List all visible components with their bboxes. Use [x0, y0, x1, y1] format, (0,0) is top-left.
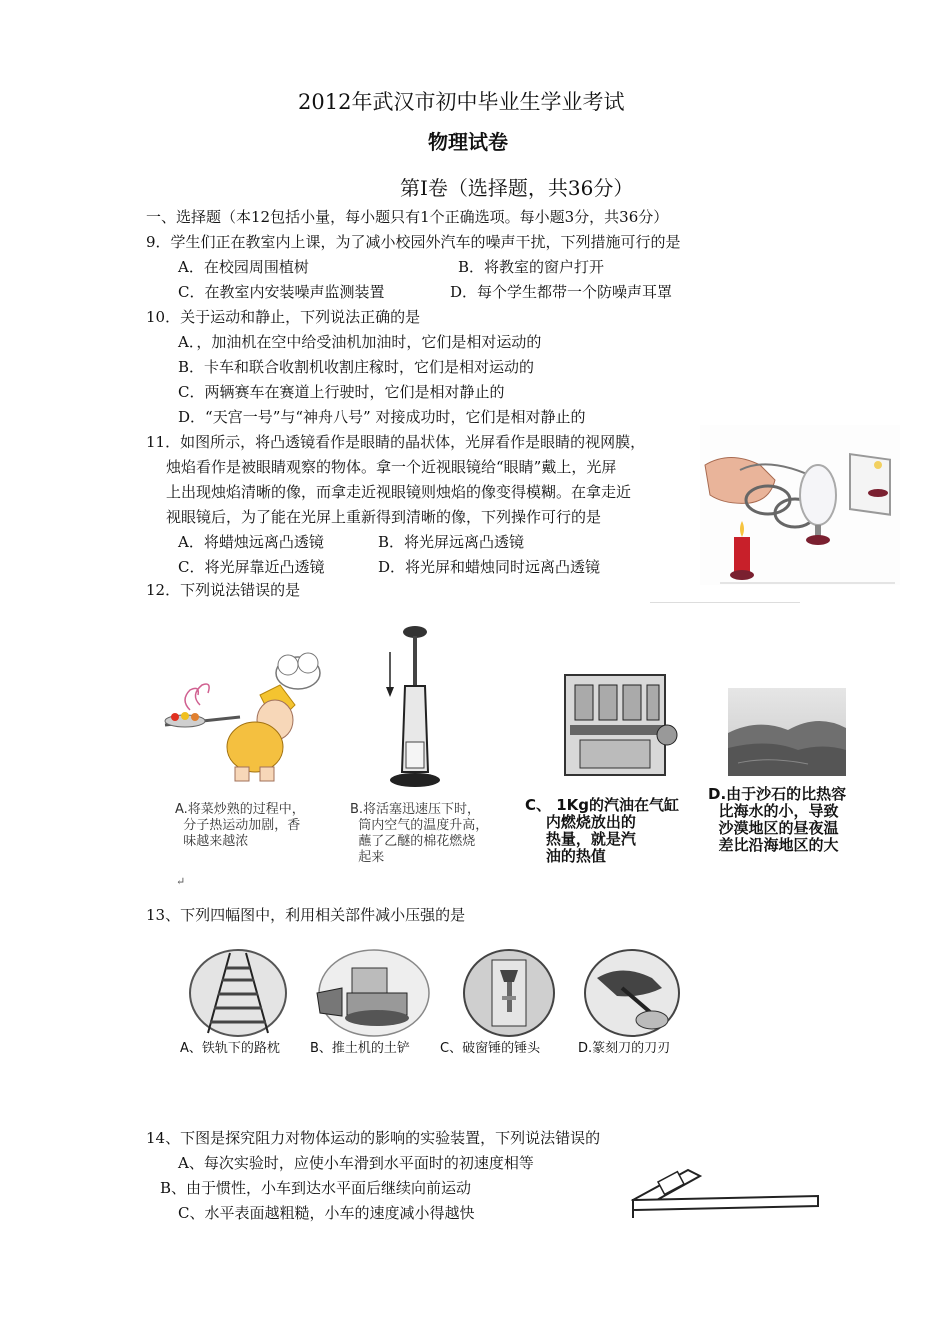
q11-option-b: B．将光屏远离凸透镜 [378, 533, 525, 551]
q11-option-a: A．将蜡烛远离凸透镜 [178, 533, 324, 551]
exam-title: 2012年武汉市初中毕业生学业考试 [298, 90, 625, 114]
q11-line3: 上出现烛焰清晰的像，而拿走近视眼镜则烛焰的像变得模糊。在拿走近 [166, 483, 632, 501]
q11-lens-experiment-figure [700, 425, 900, 585]
q12-return-mark: ↵ [176, 875, 186, 888]
q12-figure-divider [650, 602, 800, 603]
q11-option-d: D．将光屏和蜡烛同时远离凸透镜 [378, 558, 601, 576]
paper-subtitle: 物理试卷 [428, 130, 508, 154]
q14-stem: 14、下图是探究阻力对物体运动的影响的实验装置，下列说法错误的 [146, 1129, 601, 1147]
q13-bulldozer-image [312, 948, 432, 1038]
q12-caption-b: B.将活塞迅速压下时， 筒内空气的温度升高， 蘸了乙醚的棉花燃烧 起来 [350, 802, 489, 865]
q13-window-hammer-image [462, 948, 557, 1038]
q14-option-b: B、由于惯性，小车到达水平面后继续向前运动 [160, 1179, 472, 1197]
q10-option-c: C．两辆赛车在赛道上行驶时，它们是相对静止的 [178, 383, 505, 401]
q11-line1: 11．如图所示，将凸透镜看作是眼睛的晶状体，光屏看作是眼睛的视网膜， [146, 433, 646, 451]
q10-stem: 10．关于运动和静止，下列说法正确的是 [146, 308, 421, 326]
q14-ramp-cart-image [628, 1162, 823, 1224]
q10-option-a: A．，加油机在空中给受油机加油时，它们是相对运动的 [178, 333, 542, 351]
q9-option-a: A．在校园周围植树 [178, 258, 309, 276]
q10-option-d: D．“天宫一号”与“神舟八号” 对接成功时，它们是相对静止的 [178, 408, 586, 426]
q12-engine-image [555, 665, 680, 785]
q13-caption-c: C、破窗锤的锤头 [440, 1041, 541, 1056]
q14-option-a: A、每次实验时，应使小车滑到水平面时的初速度相等 [178, 1154, 534, 1172]
q11-option-c: C．将光屏靠近凸透镜 [178, 558, 325, 576]
q12-chef-image [160, 645, 330, 785]
q13-railway-sleeper-image [188, 948, 288, 1038]
instructions: 一、选择题（本12包括小量，每小题只有1个正确选项。每小题3分，共36分） [146, 208, 669, 226]
q10-option-b: B．卡车和联合收割机收割庄稼时，它们是相对运动的 [178, 358, 535, 376]
section-heading: 第Ⅰ卷（选择题，共36分） [400, 176, 634, 200]
q12-caption-d: D.由于沙石的比热容 比海水的小，导致 沙漠地区的昼夜温 差比沿海地区的大 [708, 785, 847, 854]
q12-desert-image [728, 688, 846, 776]
q14-option-c: C、水平表面越粗糙，小车的速度减小得越快 [178, 1204, 475, 1222]
q9-stem: 9．学生们正在教室内上课，为了减小校园外汽车的噪声干扰，下列措施可行的是 [146, 233, 681, 251]
q12-stem: 12．下列说法错误的是 [146, 581, 301, 599]
q11-line2: 烛焰看作是被眼睛观察的物体。拿一个近视眼镜给“眼睛”戴上，光屏 [166, 458, 617, 476]
q13-carving-knife-image [582, 948, 682, 1038]
q9-option-d: D．每个学生都带一个防噪声耳罩 [450, 283, 673, 301]
q12-caption-c: C、 1Kg的汽油在气缸 内燃烧放出的 热量，就是汽 油的热值 [525, 796, 680, 865]
q9-option-c: C．在教室内安装噪声监测装置 [178, 283, 385, 301]
q13-caption-b: B、推土机的土铲 [310, 1041, 410, 1056]
q12-fire-piston-image [370, 622, 460, 792]
q12-caption-a: A.将菜炒熟的过程中， 分子热运动加剧，香 味越来越浓 [175, 802, 305, 849]
q13-caption-a: A、铁轨下的路枕 [180, 1041, 280, 1056]
q13-caption-d: D.篆刻刀的刀刃 [578, 1041, 671, 1056]
q13-stem: 13、下列四幅图中，利用相关部件减小压强的是 [146, 906, 466, 924]
q9-option-b: B．将教室的窗户打开 [458, 258, 605, 276]
q11-line4: 视眼镜后，为了能在光屏上重新得到清晰的像，下列操作可行的是 [166, 508, 602, 526]
